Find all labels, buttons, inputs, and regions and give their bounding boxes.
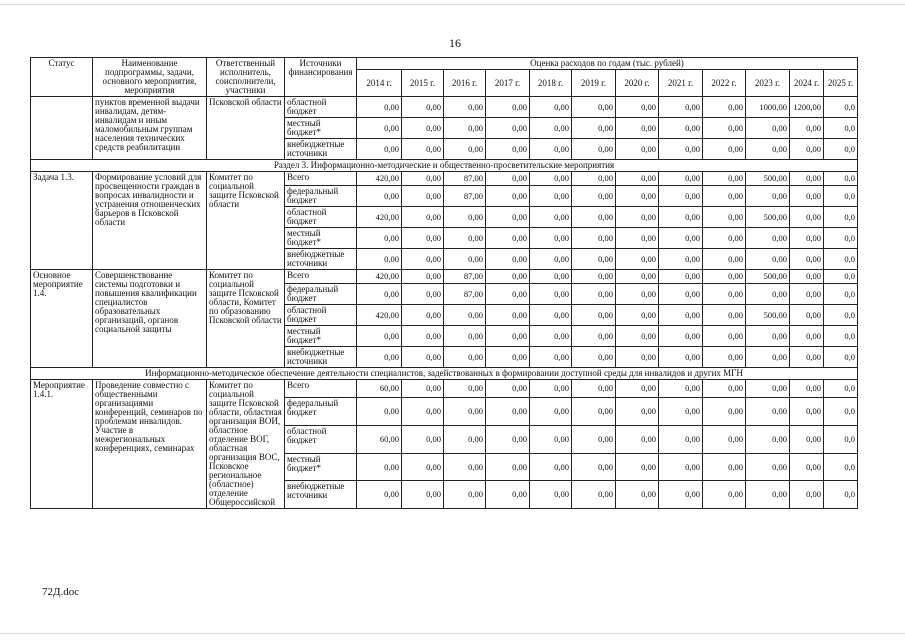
value-cell: 0,00 [746,347,790,368]
year-header: 2015 г. [402,70,444,97]
responsible-cell: Комитет по социальной защите Псковской области, Комитет по образованию Псковской области [207,270,285,368]
value-cell: 0,00 [486,347,530,368]
value-cell: 0,00 [444,380,486,398]
value-cell: 0,00 [486,284,530,305]
value-cell: 0,00 [616,284,659,305]
value-cell: 0,00 [402,186,444,207]
value-cell: 420,00 [357,305,402,326]
value-cell: 500,00 [746,305,790,326]
value-cell: 0,00 [746,228,790,249]
value-cell: 0,00 [444,228,486,249]
year-header: 2021 г. [659,70,703,97]
value-cell: 0,00 [616,426,659,454]
name-cell: Формирование условий для просвещенности граждан в вопросах инвалидности и устранения отношенческих барьеров в Псковской области [93,172,207,270]
value-cell: 0,00 [572,305,616,326]
source-cell: областной бюджет [285,426,357,454]
value-cell: 0,00 [530,97,572,118]
page-number: 16 [449,36,461,50]
value-cell: 0,00 [790,326,824,347]
value-cell: 0,00 [572,228,616,249]
year-header: 2019 г. [572,70,616,97]
value-cell: 0,00 [616,207,659,228]
value-cell: 0,00 [616,481,659,509]
value-cell: 0,00 [357,186,402,207]
value-cell: 0,00 [357,139,402,160]
value-cell: 0,00 [746,326,790,347]
value-cell: 0,00 [746,380,790,398]
value-cell: 0,00 [616,326,659,347]
value-cell: 0,00 [659,481,703,509]
value-cell: 0,00 [703,186,746,207]
value-cell: 0,00 [703,305,746,326]
source-cell: федеральный бюджет [285,284,357,305]
value-cell: 420,00 [357,172,402,186]
status-cell: Задача 1.3. [31,172,93,270]
source-cell: внебюджетные источники [285,347,357,368]
responsible-cell: Комитет по социальной защите Псковской области [207,172,285,270]
value-cell: 0,00 [703,481,746,509]
value-cell: 0,00 [486,118,530,139]
value-cell: 0,00 [572,380,616,398]
value-cell: 0,00 [402,347,444,368]
value-cell: 420,00 [357,207,402,228]
value-cell: 0,00 [444,326,486,347]
value-cell: 0,00 [486,398,530,426]
value-cell: 0,00 [659,347,703,368]
value-cell: 60,00 [357,426,402,454]
value-cell: 0,00 [486,172,530,186]
value-cell: 0,00 [703,380,746,398]
value-cell: 0,00 [357,398,402,426]
value-cell: 0,00 [530,270,572,284]
section-row [31,368,858,380]
value-cell: 0,00 [616,305,659,326]
source-cell: внебюджетные источники [285,139,357,160]
source-cell: внебюджетные источники [285,249,357,270]
value-cell: 0,00 [703,249,746,270]
table-row [31,380,858,398]
value-cell: 0,00 [746,481,790,509]
value-cell: 0,00 [790,207,824,228]
value-cell: 0,00 [402,305,444,326]
value-cell: 420,00 [357,270,402,284]
value-cell: 0,00 [790,284,824,305]
value-cell: 0,00 [402,453,444,481]
value-cell: 0,00 [530,228,572,249]
value-cell: 0,00 [790,380,824,398]
value-cell: 0,00 [486,453,530,481]
document-filename: 72Д.doc [42,586,80,598]
value-cell: 0,00 [486,305,530,326]
value-cell: 0,00 [616,249,659,270]
value-cell: 0,00 [530,380,572,398]
value-cell: 0,00 [444,249,486,270]
value-cell: 0,00 [402,249,444,270]
value-cell: 0,0 [824,453,858,481]
source-cell: областной бюджет [285,97,357,118]
value-cell: 0,00 [402,172,444,186]
value-cell: 0,00 [790,186,824,207]
value-cell: 0,00 [402,380,444,398]
value-cell: 0,00 [790,249,824,270]
value-cell: 0,00 [530,453,572,481]
value-cell: 0,00 [659,326,703,347]
value-cell: 0,00 [572,284,616,305]
value-cell: 0,00 [572,172,616,186]
value-cell: 0,00 [357,228,402,249]
value-cell: 0,00 [790,481,824,509]
value-cell: 500,00 [746,207,790,228]
value-cell: 0,00 [357,453,402,481]
value-cell: 0,00 [616,347,659,368]
value-cell: 0,00 [659,249,703,270]
value-cell: 0,00 [530,347,572,368]
value-cell: 0,00 [790,118,824,139]
value-cell: 0,00 [486,326,530,347]
value-cell: 0,00 [790,139,824,160]
value-cell: 0,00 [530,207,572,228]
value-cell: 0,00 [703,270,746,284]
value-cell: 0,00 [790,347,824,368]
value-cell: 0,00 [444,118,486,139]
value-cell: 0,00 [703,347,746,368]
value-cell: 0,00 [572,139,616,160]
value-cell: 0,00 [357,284,402,305]
value-cell: 0,00 [572,481,616,509]
value-cell: 0,00 [402,481,444,509]
value-cell: 0,00 [659,453,703,481]
value-cell: 0,00 [616,228,659,249]
value-cell: 0,0 [824,97,858,118]
value-cell: 0,00 [703,426,746,454]
table-row [31,97,858,118]
value-cell: 0,00 [746,249,790,270]
value-cell: 0,0 [824,305,858,326]
value-cell: 0,00 [444,481,486,509]
value-cell: 0,00 [530,172,572,186]
value-cell: 0,00 [790,270,824,284]
col-responsible-header: Ответственный исполнитель, соисполнители, участники [207,58,285,97]
value-cell: 1000,00 [746,97,790,118]
value-cell: 0,00 [444,347,486,368]
value-cell: 500,00 [746,270,790,284]
col-sources-header: Источники финансирования [285,58,357,97]
value-cell: 0,00 [530,118,572,139]
value-cell: 0,00 [402,426,444,454]
value-cell: 0,00 [357,326,402,347]
source-cell: местный бюджет* [285,326,357,347]
value-cell: 0,00 [790,172,824,186]
name-cell: пунктов временной выдачи инвалидам, детям-инвалидам и иным маломобильным группам населения технических средств реабилитации [93,97,207,160]
value-cell: 0,00 [659,118,703,139]
year-header: 2020 г. [616,70,659,97]
source-cell: областной бюджет [285,305,357,326]
value-cell: 0,00 [616,118,659,139]
value-cell: 0,00 [486,481,530,509]
year-header: 2017 г. [486,70,530,97]
value-cell: 0,00 [530,139,572,160]
year-header: 2016 г. [444,70,486,97]
name-cell: Совершенствование системы подготовки и повышения квалификации специалистов образовательных организаций, органов социальной защиты [93,270,207,368]
value-cell: 0,00 [572,186,616,207]
value-cell: 0,00 [530,186,572,207]
value-cell: 0,00 [486,186,530,207]
value-cell: 0,00 [402,284,444,305]
value-cell: 0,00 [572,207,616,228]
value-cell: 500,00 [746,172,790,186]
value-cell: 0,00 [402,207,444,228]
value-cell: 87,00 [444,172,486,186]
value-cell: 0,00 [790,228,824,249]
value-cell: 0,00 [444,426,486,454]
value-cell: 0,00 [659,207,703,228]
value-cell: 0,00 [486,270,530,284]
scan-artifact-bottom [0,633,905,634]
value-cell: 0,00 [659,380,703,398]
value-cell: 0,00 [703,228,746,249]
scan-artifact-top [0,4,905,5]
source-cell: внебюджетные источники [285,481,357,509]
value-cell: 0,00 [402,326,444,347]
value-cell: 0,00 [357,249,402,270]
value-cell: 0,00 [486,97,530,118]
value-cell: 0,0 [824,172,858,186]
year-header: 2024 г. [790,70,824,97]
value-cell: 0,00 [530,249,572,270]
value-cell: 87,00 [444,270,486,284]
value-cell: 0,00 [746,453,790,481]
value-cell: 0,00 [402,270,444,284]
value-cell: 0,00 [746,118,790,139]
value-cell: 0,00 [572,326,616,347]
value-cell: 0,00 [572,249,616,270]
value-cell: 0,00 [616,97,659,118]
value-cell: 0,0 [824,347,858,368]
value-cell: 0,00 [357,118,402,139]
source-cell: местный бюджет* [285,453,357,481]
value-cell: 0,00 [616,139,659,160]
value-cell: 0,00 [357,481,402,509]
source-cell: Всего [285,380,357,398]
value-cell: 0,00 [703,139,746,160]
name-cell: Проведение совместно с общественными организациями конференций, семинаров по проблемам инвалидов. Участие в межрегиональных конференциях, семинарах [93,380,207,509]
value-cell: 0,00 [402,118,444,139]
value-cell: 0,00 [659,228,703,249]
status-cell: Мероприятие 1.4.1. [31,380,93,509]
value-cell: 0,00 [746,284,790,305]
value-cell: 0,00 [790,453,824,481]
value-cell: 0,00 [659,270,703,284]
value-cell: 0,00 [746,426,790,454]
value-cell: 0,00 [616,380,659,398]
value-cell: 0,00 [444,398,486,426]
year-header: 2022 г. [703,70,746,97]
value-cell: 0,00 [444,97,486,118]
value-cell: 0,00 [357,97,402,118]
value-cell: 0,00 [486,380,530,398]
value-cell: 0,00 [703,207,746,228]
value-cell: 0,00 [790,426,824,454]
source-cell: Всего [285,172,357,186]
value-cell: 0,00 [659,139,703,160]
value-cell: 0,00 [530,426,572,454]
value-cell: 0,00 [790,398,824,426]
col-name-header: Наименование подпрограммы, задачи, основного мероприятия, мероприятия [93,58,207,97]
value-cell: 0,00 [572,426,616,454]
value-cell: 0,00 [530,481,572,509]
value-cell: 0,00 [572,270,616,284]
value-cell: 0,00 [746,398,790,426]
year-header: 2023 г. [746,70,790,97]
source-cell: Всего [285,270,357,284]
table-row [31,172,858,186]
value-cell: 0,00 [402,398,444,426]
value-cell: 0,0 [824,326,858,347]
value-cell: 0,00 [402,97,444,118]
section-title: Раздел 3. Информационно-методические и общественно-просветительские мероприятия [31,160,858,172]
value-cell: 0,00 [486,228,530,249]
value-cell: 0,0 [824,249,858,270]
year-header: 2025 г. [824,70,858,97]
table-row [31,270,858,284]
value-cell: 0,00 [746,186,790,207]
value-cell: 0,00 [616,453,659,481]
responsible-cell: Псковской области [207,97,285,160]
value-cell: 0,00 [659,305,703,326]
source-cell: федеральный бюджет [285,398,357,426]
value-cell: 0,00 [790,305,824,326]
value-cell: 0,0 [824,139,858,160]
value-cell: 0,0 [824,380,858,398]
value-cell: 0,00 [659,186,703,207]
value-cell: 0,00 [486,207,530,228]
source-cell: местный бюджет* [285,118,357,139]
status-cell: Основное мероприятие 1.4. [31,270,93,368]
value-cell: 0,00 [703,97,746,118]
responsible-cell: Комитет по социальной защите Псковской области, областная организация ВОИ, областное отделение ВОГ, областная организация ВОС, Псковское региональное (областное) отделение Общероссийской [207,380,285,509]
value-cell: 1200,00 [790,97,824,118]
value-cell: 0,00 [572,347,616,368]
col-estimate-header: Оценка расходов по годам (тыс. рублей) [357,58,858,70]
value-cell: 0,00 [402,139,444,160]
value-cell: 0,00 [703,284,746,305]
value-cell: 0,00 [444,453,486,481]
value-cell: 0,00 [616,172,659,186]
value-cell: 0,00 [572,453,616,481]
section-row [31,160,858,172]
value-cell: 0,00 [659,398,703,426]
value-cell: 0,0 [824,398,858,426]
value-cell: 0,00 [659,284,703,305]
value-cell: 0,00 [486,249,530,270]
value-cell: 0,00 [444,207,486,228]
value-cell: 0,0 [824,481,858,509]
value-cell: 0,00 [746,139,790,160]
value-cell: 0,0 [824,118,858,139]
value-cell: 0,00 [444,305,486,326]
value-cell: 0,0 [824,284,858,305]
source-cell: областной бюджет [285,207,357,228]
value-cell: 0,0 [824,207,858,228]
value-cell: 0,00 [703,172,746,186]
value-cell: 0,00 [616,398,659,426]
value-cell: 0,00 [703,398,746,426]
value-cell: 0,00 [703,326,746,347]
value-cell: 0,00 [572,398,616,426]
value-cell: 0,00 [530,398,572,426]
value-cell: 0,00 [530,326,572,347]
value-cell: 0,00 [616,270,659,284]
value-cell: 87,00 [444,284,486,305]
value-cell: 0,00 [703,453,746,481]
value-cell: 0,00 [530,305,572,326]
col-status-header: Статус [31,58,93,97]
value-cell: 0,00 [572,118,616,139]
value-cell: 0,00 [572,97,616,118]
value-cell: 0,00 [703,118,746,139]
value-cell: 0,00 [402,228,444,249]
value-cell: 0,00 [357,347,402,368]
value-cell: 0,0 [824,426,858,454]
value-cell: 0,00 [486,139,530,160]
value-cell: 87,00 [444,186,486,207]
year-header: 2014 г. [357,70,402,97]
value-cell: 0,0 [824,228,858,249]
source-cell: местный бюджет* [285,228,357,249]
section-title: Информационно-методическое обеспечение деятельности специалистов, задействованных в формировании доступной среды для инвалидов и других МГН [31,368,858,380]
value-cell: 0,0 [824,270,858,284]
value-cell: 60,00 [357,380,402,398]
value-cell: 0,00 [659,97,703,118]
value-cell: 0,00 [659,172,703,186]
value-cell: 0,0 [824,186,858,207]
value-cell: 0,00 [486,426,530,454]
budget-table [30,57,858,509]
value-cell: 0,00 [530,284,572,305]
value-cell: 0,00 [659,426,703,454]
value-cell: 0,00 [444,139,486,160]
value-cell: 0,00 [616,186,659,207]
status-cell [31,97,93,160]
year-header: 2018 г. [530,70,572,97]
source-cell: федеральный бюджет [285,186,357,207]
